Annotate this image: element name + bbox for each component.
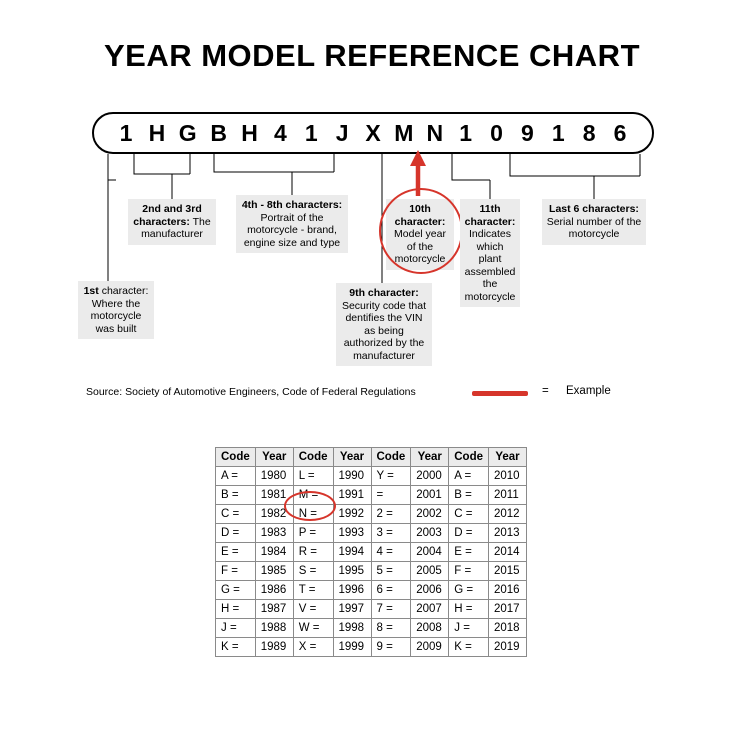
table-cell-year: 1985: [255, 562, 293, 581]
table-row: [216, 562, 527, 581]
table-cell-code: B =: [216, 486, 256, 505]
table-cell-year: 2004: [411, 543, 449, 562]
vin-char-17: 6: [613, 119, 627, 146]
table-cell-year: 2017: [489, 600, 527, 619]
vin-char-5: H: [241, 119, 258, 146]
year-code-table-wrapper: [215, 447, 527, 657]
table-cell-year: 1986: [255, 581, 293, 600]
vin-char-1: 1: [119, 119, 133, 146]
highlight-circle-10th-character: [379, 188, 463, 274]
table-cell-year: 2019: [489, 638, 527, 657]
table-cell-code: A =: [216, 467, 256, 486]
vin-char-16: 8: [582, 119, 596, 146]
table-cell-year: 1980: [255, 467, 293, 486]
callout-last-6-heading: Last 6 characters:: [549, 203, 639, 215]
table-header-row: [216, 448, 527, 467]
callout-2nd-3rd-body: The manufacturer: [141, 215, 211, 240]
col-header-code-3: Code: [371, 448, 411, 467]
table-cell-code: 9 =: [371, 638, 411, 657]
table-cell-code: 2 =: [371, 505, 411, 524]
table-cell-year: 2011: [489, 486, 527, 505]
vin-char-6: 4: [273, 119, 287, 146]
table-cell-code: 6 =: [371, 581, 411, 600]
table-cell-code: W =: [293, 619, 333, 638]
table-cell-year: 1983: [255, 524, 293, 543]
table-cell-year: 2000: [411, 467, 449, 486]
table-cell-year: 2010: [489, 467, 527, 486]
table-cell-year: 1995: [333, 562, 371, 581]
vin-char-11: N: [426, 119, 444, 146]
table-cell-year: 2009: [411, 638, 449, 657]
table-cell-year: 1987: [255, 600, 293, 619]
vin-char-9: X: [365, 119, 381, 146]
callout-4th-8th-heading: 4th - 8th characters:: [241, 199, 343, 211]
year-code-table: [215, 447, 527, 657]
callout-9th-character: [336, 283, 432, 366]
vin-char-10: M: [394, 119, 414, 146]
table-cell-code: L =: [293, 467, 333, 486]
callout-11th-body: Indicates which plant assembled the motorcycle: [464, 228, 516, 303]
table-cell-code: =: [371, 486, 411, 505]
table-row: [216, 486, 527, 505]
table-cell-code: 5 =: [371, 562, 411, 581]
table-cell-year: 2001: [411, 486, 449, 505]
table-cell-code: D =: [216, 524, 256, 543]
table-cell-code: C =: [449, 505, 489, 524]
table-cell-year: 2002: [411, 505, 449, 524]
callout-9th-heading: 9th character:: [349, 287, 419, 299]
table-cell-code: E =: [216, 543, 256, 562]
vin-char-8: J: [335, 119, 349, 146]
table-cell-code: S =: [293, 562, 333, 581]
table-cell-code: F =: [216, 562, 256, 581]
table-cell-code: T =: [293, 581, 333, 600]
table-row: [216, 619, 527, 638]
page-title: YEAR MODEL REFERENCE CHART: [103, 38, 641, 73]
col-header-code-4: Code: [449, 448, 489, 467]
table-cell-year: 1982: [255, 505, 293, 524]
table-cell-year: 2005: [411, 562, 449, 581]
legend-example-swatch: [472, 391, 528, 396]
callout-4th-8th-characters: [236, 195, 348, 253]
table-cell-code: H =: [449, 600, 489, 619]
table-cell-year: 1996: [333, 581, 371, 600]
table-cell-year: 1993: [333, 524, 371, 543]
vin-char-4: B: [210, 119, 227, 146]
callout-4th-8th-body: Portrait of the motorcycle - brand, engine size and type: [243, 211, 341, 249]
vin-character-row: [92, 112, 654, 154]
table-cell-year: 1984: [255, 543, 293, 562]
table-cell-year: 2016: [489, 581, 527, 600]
table-row: [216, 638, 527, 657]
table-cell-code: B =: [449, 486, 489, 505]
table-cell-code: M =: [293, 486, 333, 505]
table-cell-code: X =: [293, 638, 333, 657]
table-cell-code: V =: [293, 600, 333, 619]
table-row: [216, 467, 527, 486]
table-row: [216, 543, 527, 562]
callout-2nd-3rd-heading: 2nd and 3rd characters:: [133, 203, 202, 228]
table-cell-code: N =: [293, 505, 333, 524]
legend-equals-sign: =: [542, 385, 549, 397]
col-header-year-1: Year: [255, 448, 293, 467]
table-row: [216, 581, 527, 600]
callout-11th-heading: 11th character:: [464, 203, 516, 228]
table-cell-code: K =: [449, 638, 489, 657]
vin-char-13: 0: [490, 119, 503, 146]
callout-last-6-characters: [542, 199, 646, 245]
table-cell-year: 1992: [333, 505, 371, 524]
col-header-year-4: Year: [489, 448, 527, 467]
table-cell-year: 1997: [333, 600, 371, 619]
table-cell-year: 1981: [255, 486, 293, 505]
col-header-code-2: Code: [293, 448, 333, 467]
table-cell-year: 2006: [411, 581, 449, 600]
source-note: Source: Society of Automotive Engineers, Code of Federal Regulations: [86, 386, 416, 398]
callout-1st-body: character: Where the motorcycle was built: [90, 285, 149, 335]
table-cell-code: A =: [449, 467, 489, 486]
table-cell-code: F =: [449, 562, 489, 581]
table-cell-year: 1994: [333, 543, 371, 562]
callout-10th-body: Model year of the motorcycle: [394, 228, 446, 265]
table-cell-code: G =: [216, 581, 256, 600]
table-cell-year: 2018: [489, 619, 527, 638]
table-cell-year: 2012: [489, 505, 527, 524]
vin-char-12: 1: [459, 119, 473, 146]
table-cell-year: 1991: [333, 486, 371, 505]
col-header-year-2: Year: [333, 448, 371, 467]
table-cell-code: G =: [449, 581, 489, 600]
table-cell-code: J =: [216, 619, 256, 638]
table-cell-code: K =: [216, 638, 256, 657]
table-cell-year: 2008: [411, 619, 449, 638]
table-cell-year: 1998: [333, 619, 371, 638]
callout-1st-heading: 1st: [83, 285, 99, 297]
table-cell-year: 2015: [489, 562, 527, 581]
table-cell-code: 4 =: [371, 543, 411, 562]
callout-11th-character: [460, 199, 520, 307]
vin-char-7: 1: [304, 119, 318, 146]
table-cell-code: P =: [293, 524, 333, 543]
callout-1st-character: [78, 281, 154, 339]
vin-char-14: 9: [520, 119, 534, 146]
table-cell-code: 3 =: [371, 524, 411, 543]
table-cell-code: D =: [449, 524, 489, 543]
table-row: [216, 600, 527, 619]
table-cell-year: 2013: [489, 524, 527, 543]
vin-char-15: 1: [551, 119, 565, 146]
table-cell-year: 2007: [411, 600, 449, 619]
table-cell-code: R =: [293, 543, 333, 562]
vin-char-2: H: [148, 119, 166, 146]
legend-example-label: Example: [566, 385, 611, 397]
table-cell-code: 8 =: [371, 619, 411, 638]
table-cell-year: 1988: [255, 619, 293, 638]
table-cell-code: C =: [216, 505, 256, 524]
table-row: [216, 524, 527, 543]
table-cell-code: E =: [449, 543, 489, 562]
table-cell-year: 1999: [333, 638, 371, 657]
callout-last-6-body: Serial number of the motorcycle: [546, 215, 642, 240]
vin-char-3: G: [178, 119, 197, 146]
table-row: [216, 505, 527, 524]
callout-10th-heading: 10th character:: [394, 203, 446, 228]
col-header-year-3: Year: [411, 448, 449, 467]
table-cell-year: 1990: [333, 467, 371, 486]
table-cell-code: H =: [216, 600, 256, 619]
table-cell-year: 2014: [489, 543, 527, 562]
table-cell-code: Y =: [371, 467, 411, 486]
table-cell-code: J =: [449, 619, 489, 638]
table-cell-year: 2003: [411, 524, 449, 543]
callout-2nd-3rd-characters: [128, 199, 216, 245]
callout-9th-body: Security code that dentifies the VIN as being authorized by the manufacturer: [341, 299, 427, 362]
table-cell-year: 1989: [255, 638, 293, 657]
col-header-code-1: Code: [216, 448, 256, 467]
table-cell-code: 7 =: [371, 600, 411, 619]
